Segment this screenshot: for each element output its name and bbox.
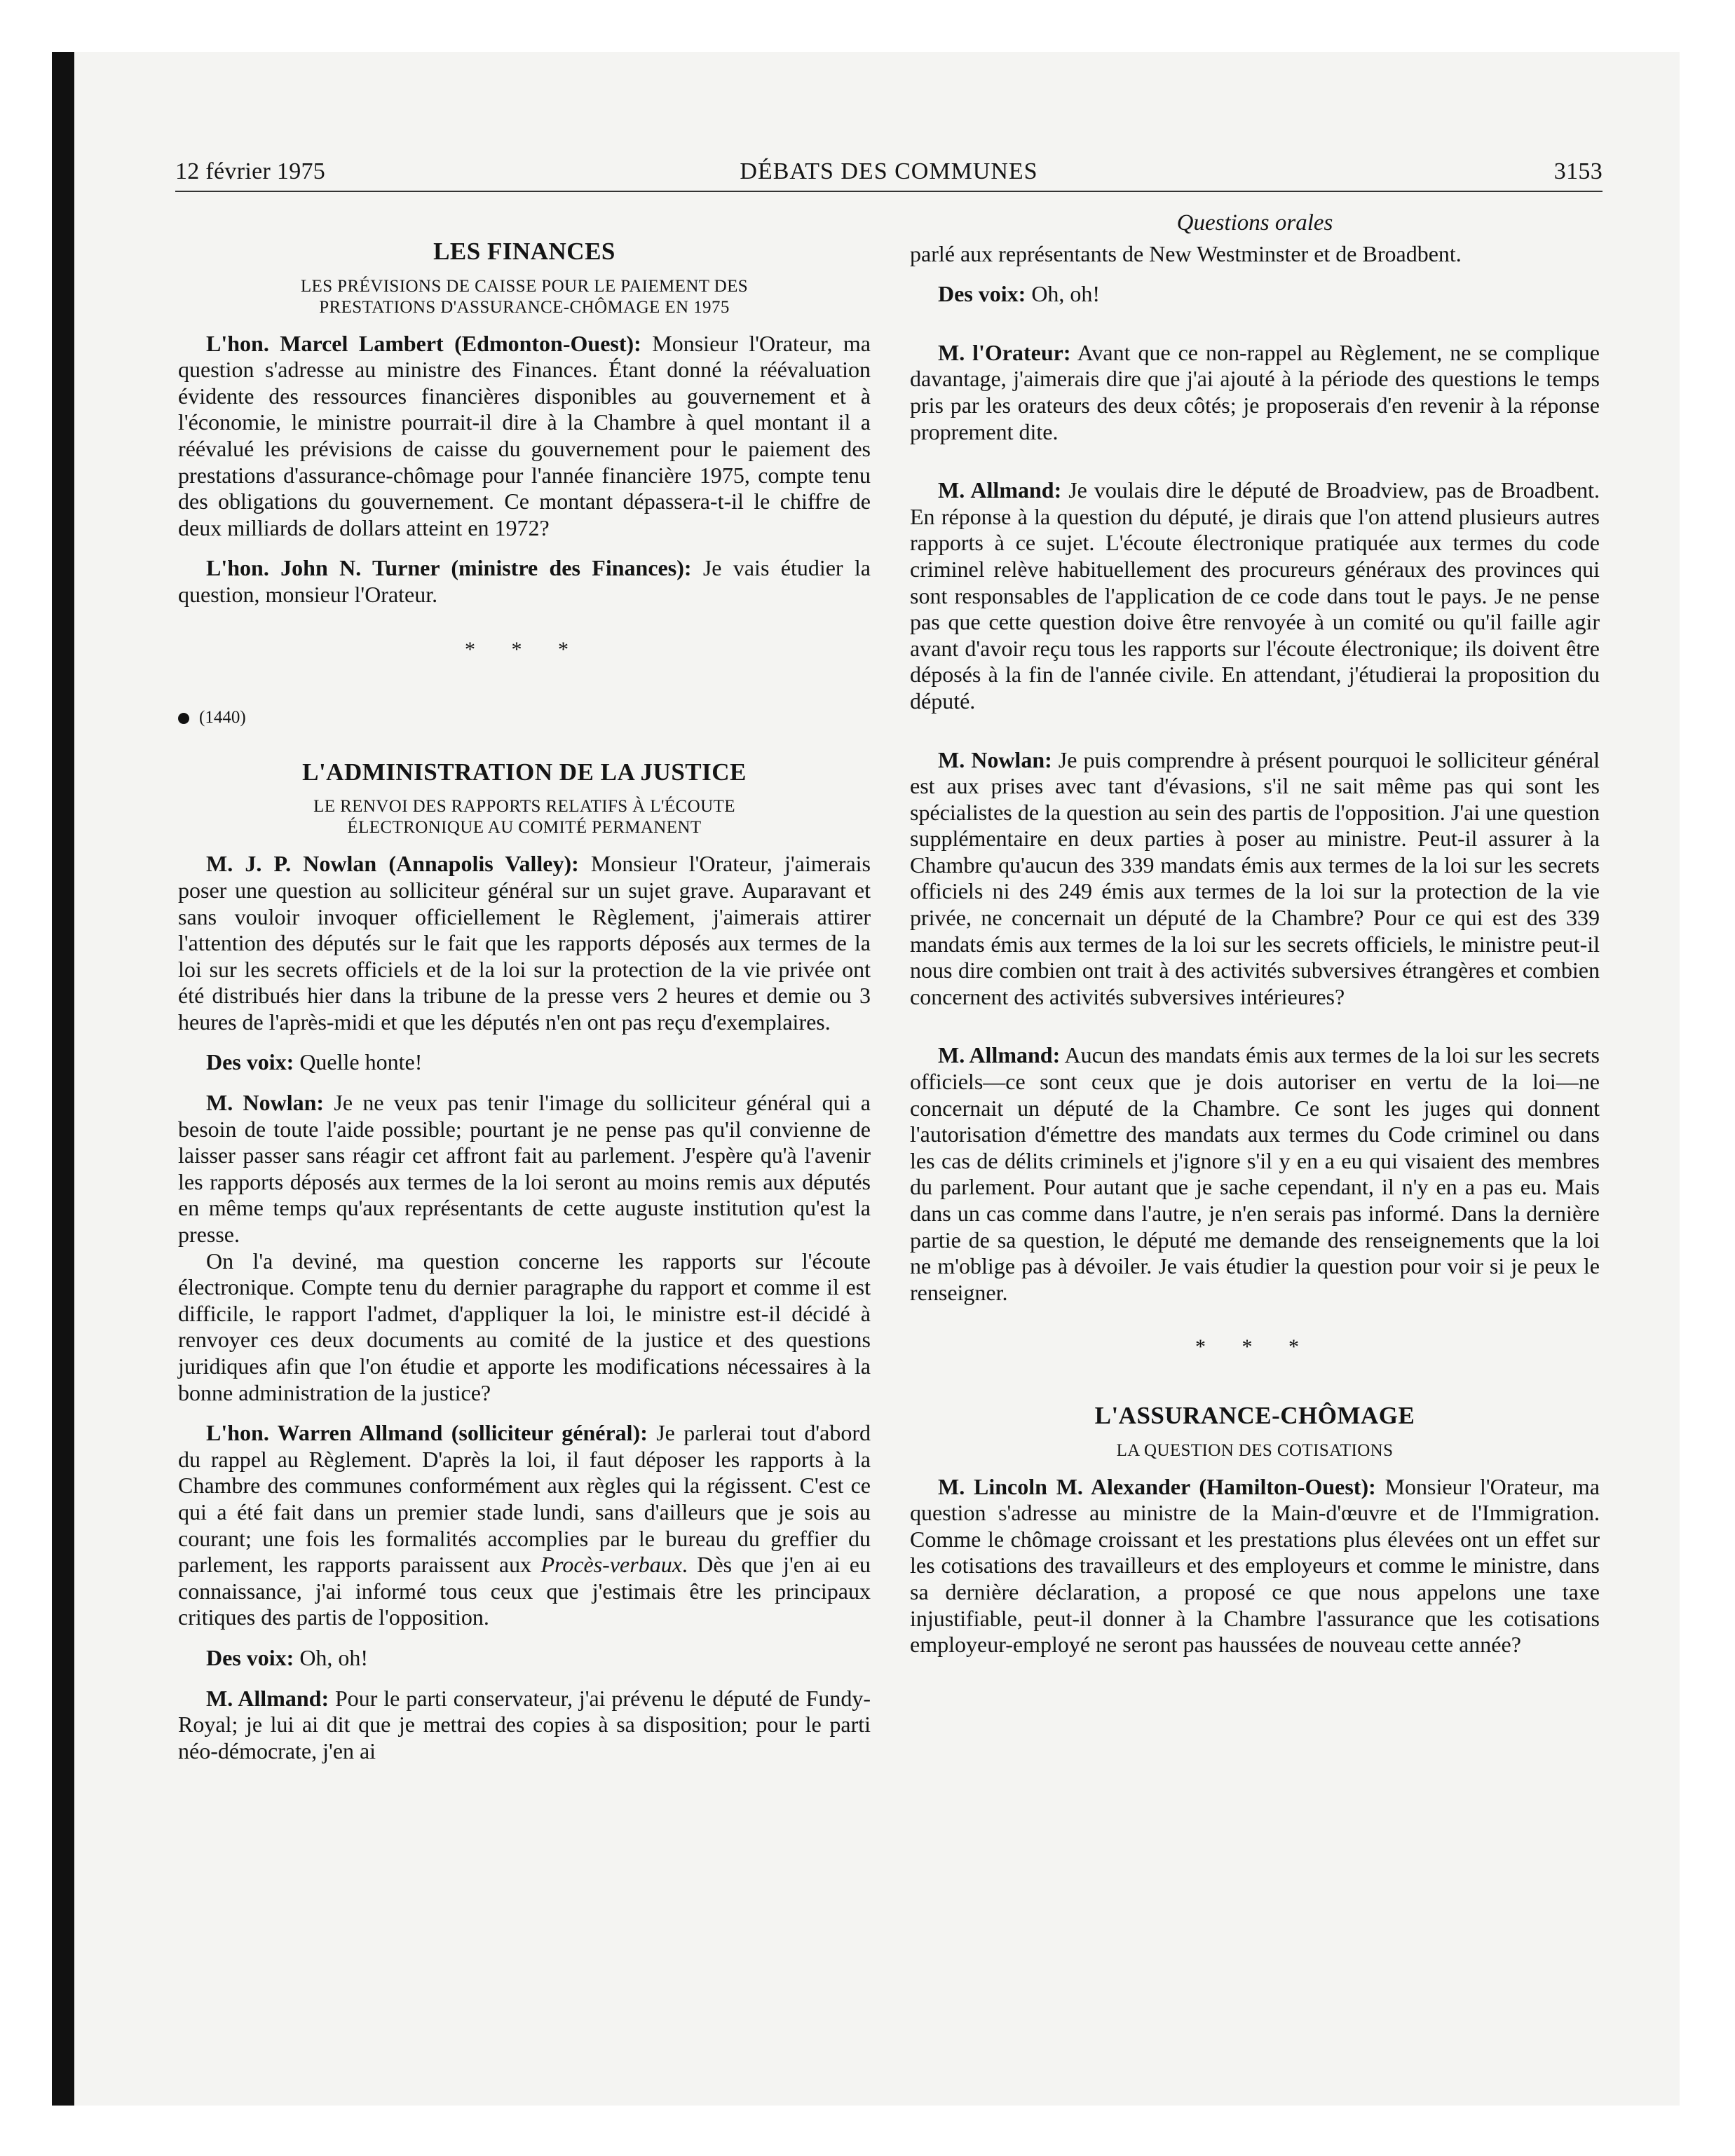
- paragraph-text: Pour le parti conservateur, j'ai prévenu le député de Fundy-Royal; je lui ai dit que je mettrai des copies à sa disposition; pour le parti néo-démocrate, j'en ai: [178, 1685, 871, 1763]
- subheading-line: LE RENVOI DES RAPPORTS RELATIFS À L'ÉCOUTE: [313, 797, 735, 817]
- speaker-name: Des voix:: [938, 281, 1026, 307]
- paragraph-text: Oh, oh!: [294, 1644, 369, 1670]
- speaker-name: M. Lincoln M. Alexander (Hamilton-Ouest):: [938, 1473, 1376, 1499]
- left-column: [178, 238, 871, 1778]
- paragraph-text: Je ne veux pas tenir l'image du solliciteur général qui a besoin de toute l'aide possible; pourtant je ne pense pas qu'il convienne de laisser passer sans réagir cet affront fait au parlement. J'espère qu'à l'avenir les rapports déposés aux termes de la loi seront au moins remis aux députés en même temps qu'aux représentants de cette auguste institution qu'est la presse.: [178, 1090, 871, 1248]
- scan-edge: [52, 52, 74, 2106]
- paragraph-text: Oh, oh!: [1026, 281, 1101, 307]
- header-date: 12 février 1975: [175, 158, 326, 184]
- paragraph: [910, 747, 1600, 1011]
- header-title: DÉBATS DES COMMUNES: [740, 158, 1038, 184]
- speaker-name: M. l'Orateur:: [938, 339, 1071, 365]
- section-separator: * * *: [1195, 1335, 1314, 1359]
- spacer: [910, 322, 1600, 340]
- paragraph: [178, 1420, 871, 1631]
- speaker-name: M. Allmand:: [938, 477, 1062, 503]
- section-subheading-finances: [178, 276, 871, 318]
- header-rule: [175, 191, 1603, 192]
- paragraph: [178, 1248, 871, 1407]
- paragraph-text: On l'a deviné, ma question concerne les rapports sur l'écoute électronique. Compte tenu du dernier paragraphe du rapport et comme il est difficile, le rapport l'admet, d'appliquer la loi, le ministre est-il décidé à renvoyer ces deux documents au comité de la justice et des questions juridiques afin que l'on étudie et apporte les modifications nécessaires à la bonne administration de la justice?: [178, 1248, 871, 1405]
- paragraph-text: Monsieur l'Orateur, ma question s'adresse au ministre des Finances. Étant donné la réévaluation évidente des ressources financières disponibles au gouvernement et à l'économie, le ministre pourrait-il dire à la Chambre à quel montant il a réévalué les prévisions de caisse du gouvernement pour le paiement des prestations d'assurance-chômage pour l'année financière 1975, compte tenu des obligations du gouvernement. Ce montant dépassera-t-il le chiffre de deux milliards de dollars atteint en 1972?: [178, 330, 871, 540]
- paragraph-text: Je parlerai tout d'abord du rappel au Règlement. D'après la loi, il faut déposer les rapports à la Chambre des communes conformément aux règles qui la régissent. C'est ce qui a été fait dans un premier stade lundi, sans d'ailleurs que je sois au courant; une fois les formalités accomplies par le bureau du greffier du parlement, les rapports paraissent aux: [178, 1420, 871, 1578]
- subheading-line: LES PRÉVISIONS DE CAISSE POUR LE PAIEMENT DES: [300, 276, 749, 296]
- paragraph-text: Je voulais dire le député de Broadview, pas de Broadbent. En réponse à la question du député, je dirais que l'on attend plusieurs autres rapports à ce sujet. L'écoute électronique pratiquée aux termes du code criminel relève habituellement des procureurs généraux des provinces qui sont responsables de l'application de ce code dans tout le pays. Je ne pense pas que cette question doive être renvoyée à un comité ou qu'il faille agir avant d'avoir reçu tous les rapports sur l'écoute électronique; ils doivent être déposés à la fin de l'année civile. En attendant, j'étudierai la proposition du député.: [910, 477, 1600, 714]
- paragraph-text: Je puis comprendre à présent pourquoi le solliciteur général est aux prises avec tant d'évasions, s'il ne sait même pas qui sont les spécialistes de la question au sein des partis de l'opposition. J'ai une question supplémentaire en deux parties à poser au ministre. Peut-il assurer à la Chambre qu'aucun des 339 mandats émis aux termes de la loi sur les secrets officiels ni des 249 émis aux termes de la loi sur la protection de la vie privée, ne concernait un député de la Chambre? Pour ce qui est des 339 mandats émis aux termes de la loi sur les secrets officiels, le ministre peut-il nous dire combien ont trait à des activités subversives étrangères et combien concernent des activités subversives intérieures?: [910, 746, 1600, 1009]
- page-header: [175, 158, 1603, 192]
- paragraph: [910, 340, 1600, 445]
- subheading-line: ÉLECTRONIQUE AU COMITÉ PERMANENT: [347, 818, 702, 838]
- speaker-name: L'hon. Marcel Lambert (Edmonton-Ouest):: [206, 330, 641, 356]
- spacer: [910, 459, 1600, 477]
- section-heading-unemployment: L'ASSURANCE-CHÔMAGE: [1094, 1401, 1415, 1429]
- time-marker: [178, 704, 871, 731]
- paragraph-text: Quelle honte!: [294, 1049, 423, 1075]
- spacer: [910, 729, 1600, 747]
- speaker-name: L'hon. John N. Turner (ministre des Finances):: [206, 555, 692, 581]
- paragraph: [910, 1042, 1600, 1306]
- running-head: Questions orales: [1176, 210, 1333, 236]
- speaker-name: M. Allmand:: [938, 1042, 1061, 1068]
- paragraph-italic-text: Procès-verbaux: [540, 1552, 682, 1578]
- section-subheading-unemployment: [910, 1440, 1600, 1461]
- speaker-name: M. Nowlan:: [938, 746, 1052, 772]
- paragraph: [910, 241, 1600, 268]
- subheading-line: LA QUESTION DES COTISATIONS: [1116, 1440, 1394, 1460]
- paragraph-text: Je vais étudier la question, monsieur l'Orateur.: [178, 555, 871, 607]
- speaker-name: Des voix:: [206, 1049, 294, 1075]
- paragraph-text: Monsieur l'Orateur, ma question s'adresse au ministre de la Main-d'œuvre et de l'Immigration. Comme le chômage croissant et les prestations plus élevées ont un effet sur les cotisations des travailleurs et des employeurs et comme le ministre, dans sa dernière déclaration, a proposé ce que nous appelons une taxe injustifiable, peut-il donner à la Chambre l'assurance que les cotisations employeur-employé ne seront pas haussées de nouveau cette année?: [910, 1473, 1600, 1658]
- header-page-number: 3153: [1553, 158, 1603, 184]
- section-heading-finances: LES FINANCES: [433, 238, 615, 265]
- paragraph: [178, 1049, 871, 1076]
- speaker-name: M. Nowlan:: [206, 1090, 325, 1116]
- paragraph: [910, 1474, 1600, 1658]
- section-separator: * * *: [465, 637, 584, 661]
- section-subheading-justice: [178, 796, 871, 838]
- paragraph: [178, 1090, 871, 1248]
- bullet-icon: [178, 713, 189, 724]
- paragraph: [910, 281, 1600, 308]
- paragraph-text: . Dès que j'en ai eu connaissance, j'ai informé tous ceux que j'estimais être les principaux critiques des partis de l'opposition.: [178, 1552, 871, 1630]
- paragraph: [178, 555, 871, 608]
- paragraph-text: parlé aux représentants de New Westminster et de Broadbent.: [910, 240, 1462, 266]
- paragraph: [910, 477, 1600, 714]
- right-column: [910, 210, 1600, 1672]
- paragraph: [178, 331, 871, 542]
- subheading-line: PRESTATIONS D'ASSURANCE-CHÔMAGE EN 1975: [319, 297, 730, 317]
- speaker-name: M. J. P. Nowlan (Annapolis Valley):: [206, 851, 579, 877]
- spacer: [910, 1024, 1600, 1042]
- paragraph: [178, 851, 871, 1035]
- paragraph: [178, 1645, 871, 1672]
- paragraph: [178, 1686, 871, 1765]
- paragraph-text: Monsieur l'Orateur, j'aimerais poser une question au solliciteur général sur un sujet grave. Auparavant et sans vouloir invoquer officiellement le Règlement, j'aimerais attirer l'attention des députés sur le fait que les rapports déposés aux termes de la loi sur les secrets officiels et de la loi sur la protection de la vie privée ont été distribués hier dans la tribune de la presse vers 2 heures et demie ou 3 heures de l'après-midi et que les députés n'en ont pas reçu d'exemplaires.: [178, 851, 871, 1035]
- time-marker-text: (1440): [199, 708, 246, 728]
- section-heading-justice: L'ADMINISTRATION DE LA JUSTICE: [302, 758, 747, 786]
- paragraph-text: Aucun des mandats émis aux termes de la loi sur les secrets officiels—ce sont ceux que je dois autoriser en vertu de la loi—ne concernait un député de la Chambre. Ce sont les juges qui donnent l'autorisation d'émettre des mandats aux termes du Code criminel ou dans les cas de délits criminels et j'ignore s'il y en a eu qui visaient des membres du parlement. Pour autant que je sache cependant, il n'y en a pas eu. Mais dans un cas comme dans l'autre, je n'en serais pas informé. Dans la dernière partie de sa question, le député me demande des renseignements que la loi ne m'oblige pas à dévoiler. Je vais étudier la question pour voir si je peux le renseigner.: [910, 1042, 1600, 1305]
- speaker-name: L'hon. Warren Allmand (solliciteur général):: [206, 1420, 648, 1446]
- paragraph-text: Avant que ce non-rappel au Règlement, ne se complique davantage, j'aimerais dire que j'ai ajouté à la période des questions le temps pris par les orateurs des deux côtés; je proposerais d'en revenir à la réponse proprement dite.: [910, 339, 1600, 444]
- speaker-name: Des voix:: [206, 1644, 294, 1670]
- speaker-name: M. Allmand:: [206, 1685, 329, 1711]
